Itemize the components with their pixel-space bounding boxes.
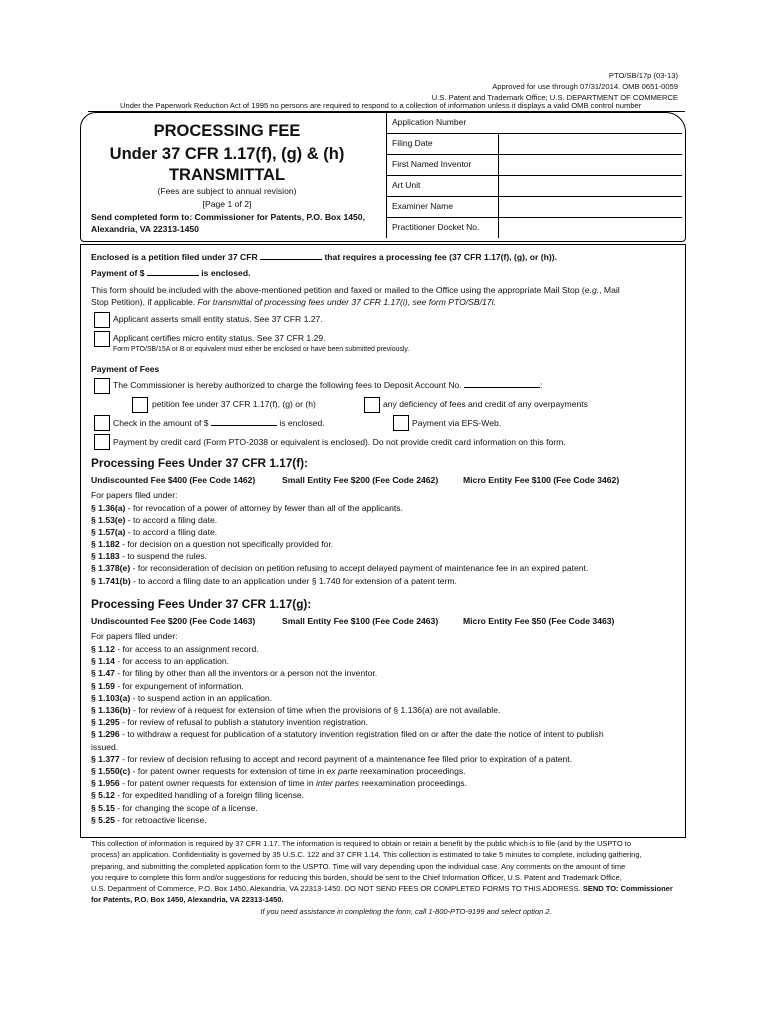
page-number: [Page 1 of 2] [202,199,252,209]
form-title-rule: Under 37 CFR 1.17(f), (g) & (h) [109,145,345,163]
list-item: § 1.377 - for review of decision refusing to accept and record payment of a maintenance fee filed prior to expiration of a patent. [91,753,573,764]
fees-f-micro: Micro Entity Fee $100 (Fee Code 3462) [463,475,620,485]
check-line [113,418,325,428]
field-examiner-name [386,196,682,217]
agency-line: U.S. Patent and Trademark Office; U.S. DEPARTMENT OF COMMERCE [431,93,678,102]
burden-statement [91,838,681,917]
list-item: § 5.12 - for expedited handling of a foreign filing license. [91,790,305,801]
check-checkbox[interactable] [94,415,110,431]
payment-heading: Payment of Fees [91,364,160,374]
enclosed-text-a: Enclosed is a petition filed under 37 CFR [91,252,258,262]
fees-f-undiscounted: Undiscounted Fee $400 (Fee Code 1462) [91,475,256,485]
deposit-account-line [113,380,543,390]
list-item: § 1.956 - for patent owner requests for extension of time in inter partes reexamination proceedings. [91,778,467,789]
list-item: § 1.53(e) - to accord a filing date. [91,515,218,526]
fees-g-micro: Micro Entity Fee $50 (Fee Code 3463) [463,616,615,626]
list-item: § 1.182 - for decision on a question not specifically provided for. [91,539,334,550]
enclosed-petition-line [91,252,557,262]
field-label: Examiner Name [392,201,453,211]
field-practitioner-docket [386,217,682,238]
efs-web-checkbox[interactable] [393,415,409,431]
fees-f-small: Small Entity Fee $200 (Fee Code 2462) [282,475,439,485]
micro-entity-checkbox[interactable] [94,331,110,347]
list-item: § 1.12 - for access to an assignment record. [91,644,259,654]
field-filing-date [386,133,682,154]
form-id: PTO/SB/17p (03-13) [608,71,678,80]
fee-revision-note: (Fees are subject to annual revision) [157,186,297,196]
burden-line: preparing, and submitting the completed application form to the USPTO. Time will vary depending upon the individual case. Any comments on the amount of time [91,861,626,871]
instructions-line-1 [91,285,620,295]
fees-f-intro: For papers filed under: [91,490,178,500]
burden-line: process) an application. Confidentiality is governed by 35 U.S.C. 122 and 37 CFR 1.14. This collection is estimated to take 5 minutes to complete, including gathering, [91,850,642,860]
eg-text: e.g. [584,285,600,295]
list-item: § 5.15 - for changing the scope of a license. [91,802,258,813]
list-item: § 1.183 - to suspend the rules. [91,551,208,562]
check-text-b: is enclosed. [279,418,325,428]
field-application-number [386,113,682,133]
assistance-line: If you need assistance in completing the form, call 1-800-PTO-9199 and select option 2. [260,906,552,916]
deposit-account-text: The Commissioner is hereby authorized to charge the following fees to Deposit Account No. [113,380,462,390]
payment-amount-line [91,268,250,278]
deposit-colon: : [540,380,543,390]
list-item: § 1.136(b) - for review of a request for extension of time when the provisions of § 1.136(a) are not available. [91,705,501,716]
petition-fee-checkbox[interactable] [132,397,148,413]
paperwork-notice: Under the Paperwork Reduction Act of 1995 no persons are required to respond to a collection of information unless it displays a valid OMB control number [120,101,642,110]
list-item: § 5.25 - for retroactive license. [91,814,207,825]
fees-g-undiscounted: Undiscounted Fee $200 (Fee Code 1463) [91,616,256,626]
omb-approval: Approved for use through 07/31/2014. OMB 0651-0059 [492,82,678,91]
instructions-text-end: , Mail [599,285,620,295]
field-value[interactable] [498,134,683,154]
field-label: Practitioner Docket No. [392,222,480,232]
send-address-2: Alexandria, VA 22313-1450 [91,224,199,234]
list-item: § 1.59 - for expungement of information. [91,680,244,691]
list-item: § 1.378(e) - for reconsideration of decision on petition refusing to accept delayed payment of maintenance fee in an expired patent. [91,563,589,574]
enclosed-text-b: that requires a processing fee (37 CFR 1.17(f), (g), or (h)). [324,252,557,262]
form-title: PROCESSING FEE [153,122,301,140]
burden-line: for Patents, P.O. Box 1450, Alexandria, VA 22313-1450. [91,895,284,905]
send-address-1: Send completed form to: Commissioner for Patents, P.O. Box 1450, [91,212,365,222]
payment-text-a: Payment of $ [91,268,145,278]
deposit-account-number-blank[interactable] [464,387,540,388]
burden-line: you require to complete this form and/or suggestions for reducing this burden, should be sent to the Chief Information Officer, U.S. Patent and Trademark Office, [91,872,622,882]
field-label: Filing Date [392,138,433,148]
burden-line: This collection of information is required by 37 CFR 1.17. The information is required to obtain or retain a benefit by the public which is to file (and by the USPTO to [91,839,631,848]
field-value[interactable] [498,176,683,196]
field-value[interactable] [498,218,683,238]
deficiency-label: any deficiency of fees and credit of any overpayments [383,399,588,409]
list-item: § 1.103(a) - to suspend action in an application. [91,692,273,703]
fees-f-heading: Processing Fees Under 37 CFR 1.17(f): [91,456,308,470]
list-item: § 1.550(c) - for patent owner requests for extension of time in ex parte reexamination proceedings. [91,766,466,777]
micro-entity-label: Applicant certifies micro entity status. See 37 CFR 1.29. [113,333,326,343]
fees-g-small: Small Entity Fee $100 (Fee Code 2463) [282,616,439,626]
list-item: § 1.36(a) - for revocation of a power of attorney by fewer than all of the applicants. [91,503,403,513]
instructions-italic: For transmittal of processing fees under 37 CFR 1.17(i), see form PTO/SB/17i. [197,297,496,307]
list-item: § 1.47 - for filing by other than all the inventors or a person not the inventor. [91,668,378,679]
field-label: Art Unit [392,180,421,190]
field-label: Application Number [392,117,467,127]
fees-f-list [91,502,588,587]
micro-entity-note: Form PTO/SB/15A or B or equivalent must either be enclosed or have been submitted previously. [113,346,410,353]
list-item: § 1.296 - to withdraw a request for publication of a statutory invention registration filed on or after the date the notice of intent to publish [91,729,604,740]
instructions-text: This form should be included with the above-mentioned petition and faxed or mailed to the Office using the appropriate Mail Stop ( [91,285,585,295]
field-value[interactable] [498,155,683,175]
field-first-named-inventor [386,154,682,175]
list-item: issued. [91,741,119,752]
list-item: § 1.741(b) - to accord a filing date to an application under § 1.740 for extension of a patent term. [91,575,457,586]
check-amount-blank[interactable] [211,425,277,426]
burden-line: U.S. Department of Commerce, P.O. Box 1450, Alexandria, VA 22313-1450. DO NOT SEND FEES OR COMPLETED FORMS TO THIS ADDRESS. SEND TO: Commissioner [91,884,673,894]
deposit-account-checkbox[interactable] [94,378,110,394]
instructions-line-2 [91,297,496,307]
payment-text-b: is enclosed. [201,268,251,278]
fees-g-heading: Processing Fees Under 37 CFR 1.17(g): [91,597,312,611]
list-item: § 1.295 - for review of refusal to publish a statutory invention registration. [91,717,369,728]
field-value[interactable] [498,197,683,217]
payment-amount-blank[interactable] [147,275,199,276]
field-art-unit [386,175,682,196]
field-label: First Named Inventor [392,159,472,169]
fees-g-list [91,643,604,826]
deficiency-checkbox[interactable] [364,397,380,413]
instructions-text-2: Stop Petition), if applicable. [91,297,196,307]
petition-fee-label: petition fee under 37 CFR 1.17(f), (g) or (h) [152,399,316,409]
small-entity-checkbox[interactable] [94,312,110,328]
cfr-section-blank[interactable] [260,259,322,260]
list-item: § 1.14 - for access to an application. [91,656,230,667]
credit-card-checkbox[interactable] [94,434,110,450]
fees-g-intro: For papers filed under: [91,631,178,641]
small-entity-label: Applicant asserts small entity status. See 37 CFR 1.27. [113,314,323,324]
list-item: § 1.57(a) - to accord a filing date. [91,527,218,538]
check-text-a: Check in the amount of $ [113,418,209,428]
efs-web-label: Payment via EFS-Web. [412,418,502,428]
form-title-transmittal: TRANSMITTAL [168,166,286,184]
credit-card-label: Payment by credit card (Form PTO-2038 or equivalent is enclosed). Do not provide credit card information on this form. [113,437,566,447]
